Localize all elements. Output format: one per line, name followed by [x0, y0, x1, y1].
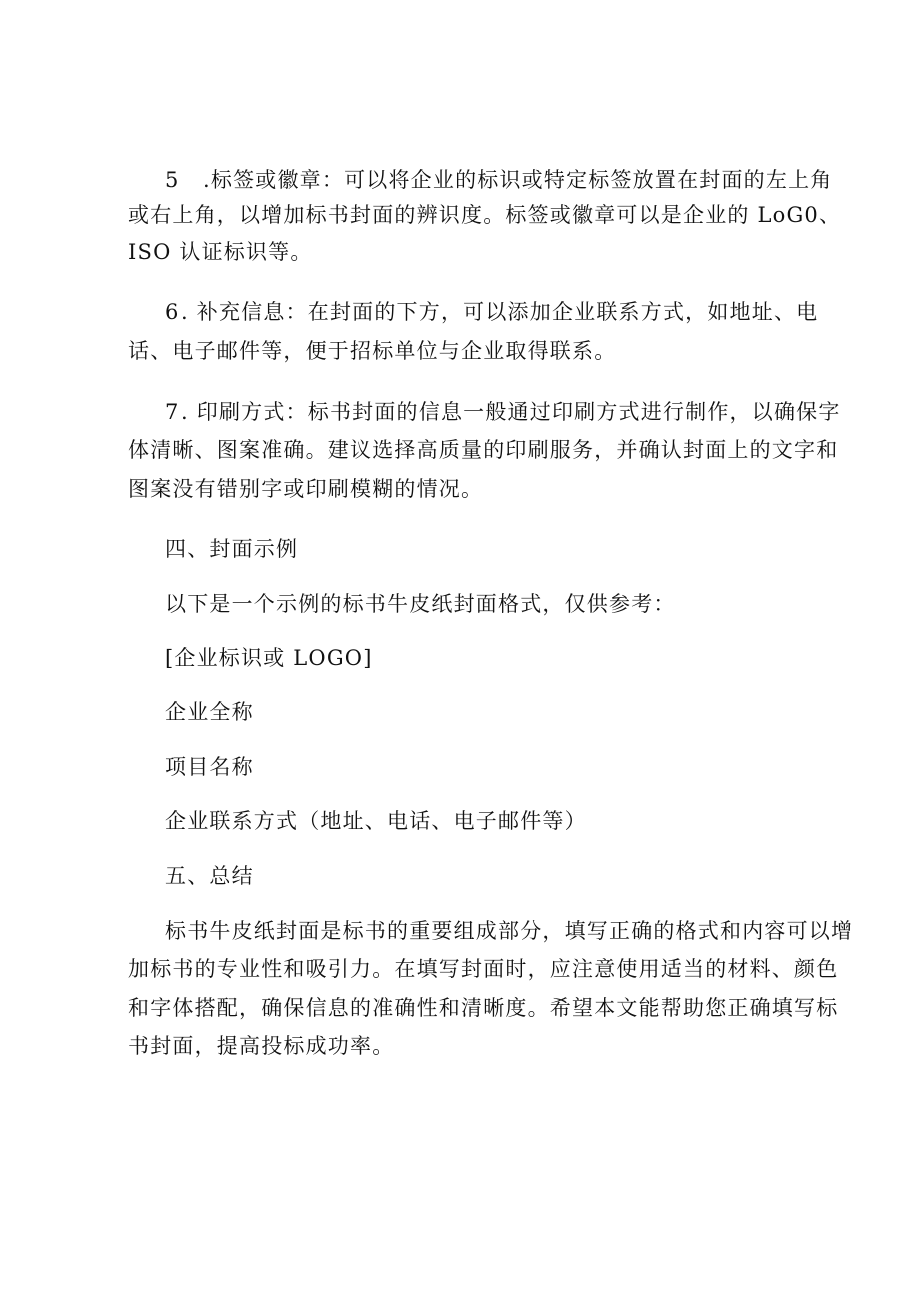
summary-line-2: 加标书的专业性和吸引力。在填写封面时，应注意使用适当的材料、颜色 [128, 957, 839, 981]
item-7-text-1: . 印刷方式：标书封面的信息一般通过印刷方式进行制作，以确保字 [181, 400, 841, 424]
item-5-line-3: ISO 认证标识等。 [128, 240, 313, 264]
example-contact-info: 企业联系方式（地址、电话、电子邮件等） [165, 809, 587, 833]
item-5-number: 5 [165, 168, 180, 192]
item-5-line-2: 或右上角，以增加标书封面的辨识度。标签或徽章可以是企业的 LoG0、 [128, 203, 842, 227]
item-6-text-1: . 补充信息：在封面的下方，可以添加企业联系方式，如地址、电 [181, 300, 819, 324]
summary-line-3: 和字体搭配，确保信息的准确性和清晰度。希望本文能帮助您正确填写标 [128, 996, 839, 1020]
item-7-number: 7 [165, 400, 180, 424]
section-4-heading: 四、封面示例 [165, 537, 299, 561]
item-5-text-1: .标签或徽章：可以将企业的标识或特定标签放置在封面的左上角 [203, 168, 833, 192]
item-5-line-1 [165, 165, 832, 195]
example-project-name: 项目名称 [165, 755, 254, 779]
section-4-intro: 以下是一个示例的标书牛皮纸封面格式，仅供参考： [165, 592, 676, 616]
item-7-line-2: 体清晰、图案准确。建议选择高质量的印刷服务，并确认封面上的文字和 [128, 438, 839, 462]
item-6-line-1 [165, 297, 818, 327]
section-5-heading: 五、总结 [165, 864, 254, 888]
item-6-number: 6 [165, 300, 180, 324]
example-logo-placeholder: [企业标识或 LOGO] [165, 646, 373, 670]
item-7-line-3: 图案没有错别字或印刷模糊的情况。 [128, 477, 484, 501]
item-6-line-2: 话、电子邮件等，便于招标单位与企业取得联系。 [128, 339, 617, 363]
example-company-name: 企业全称 [165, 700, 254, 724]
summary-line-4: 书封面，提高投标成功率。 [128, 1034, 395, 1058]
item-7-line-1 [165, 397, 841, 427]
summary-line-1: 标书牛皮纸封面是标书的重要组成部分，填写正确的格式和内容可以增 [165, 919, 854, 943]
